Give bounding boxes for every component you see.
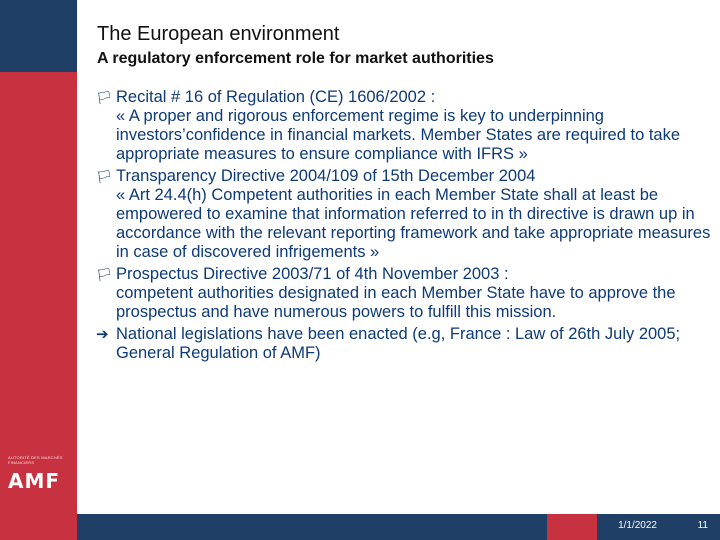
item-body: « A proper and rigorous enforcement regime is key to underpinning investors’confidence in financial markets. Member States are required to take appropriate measures to ensure compliance with IFRS » [116, 107, 681, 163]
list-item [96, 88, 714, 164]
footer-bar [77, 514, 720, 540]
item-heading: Transparency Directive 2004/109 of 15th December 2004 [116, 167, 536, 185]
item-heading: National legislations have been enacted (e.g, France : Law of 26th July 2005; General Regulation of AMF) [116, 325, 681, 362]
amf-logo [8, 455, 70, 491]
list-item [96, 265, 714, 322]
flag-bullet-icon: 🏳︎ [96, 90, 113, 105]
slide-title: The European environment [97, 23, 340, 45]
footer-date: 1/1/2022 [618, 520, 657, 531]
slide-header [97, 20, 697, 70]
arrow-right-bullet-icon: ➔ [96, 326, 109, 343]
flag-bullet-icon: 🏳︎ [96, 169, 113, 184]
sidebar-top-band [0, 0, 77, 72]
logo-tagline: AUTORITÉ DES MARCHÉS FINANCIERS [8, 455, 63, 465]
item-text [116, 265, 714, 322]
slide-subtitle: A regulatory enforcement role for market authorities [97, 50, 494, 67]
page-number: 11 [697, 520, 708, 531]
slide-content [96, 88, 714, 366]
item-text [116, 325, 714, 363]
item-body: « Art 24.4(h) Competent authorities in each Member State shall at least be empowered to examine that information referred to in th directive is drawn up in accordance with the relevant reporting framework and take appropriate measures in case of discovered infrigements » [116, 186, 711, 261]
item-text [116, 88, 714, 164]
item-heading: Prospectus Directive 2003/71 of 4th November 2003 : [116, 265, 509, 283]
item-text [116, 167, 714, 262]
logo-mark: AMF [8, 469, 61, 493]
list-item [96, 167, 714, 262]
flag-bullet-icon: 🏳︎ [96, 267, 113, 282]
item-body: competent authorities designated in each Member State have to approve the prospectus and have numerous powers to fulfill this mission. [116, 284, 676, 321]
sidebar [0, 0, 77, 540]
list-item [96, 325, 714, 363]
item-heading: Recital # 16 of Regulation (CE) 1606/2002 : [116, 88, 436, 106]
